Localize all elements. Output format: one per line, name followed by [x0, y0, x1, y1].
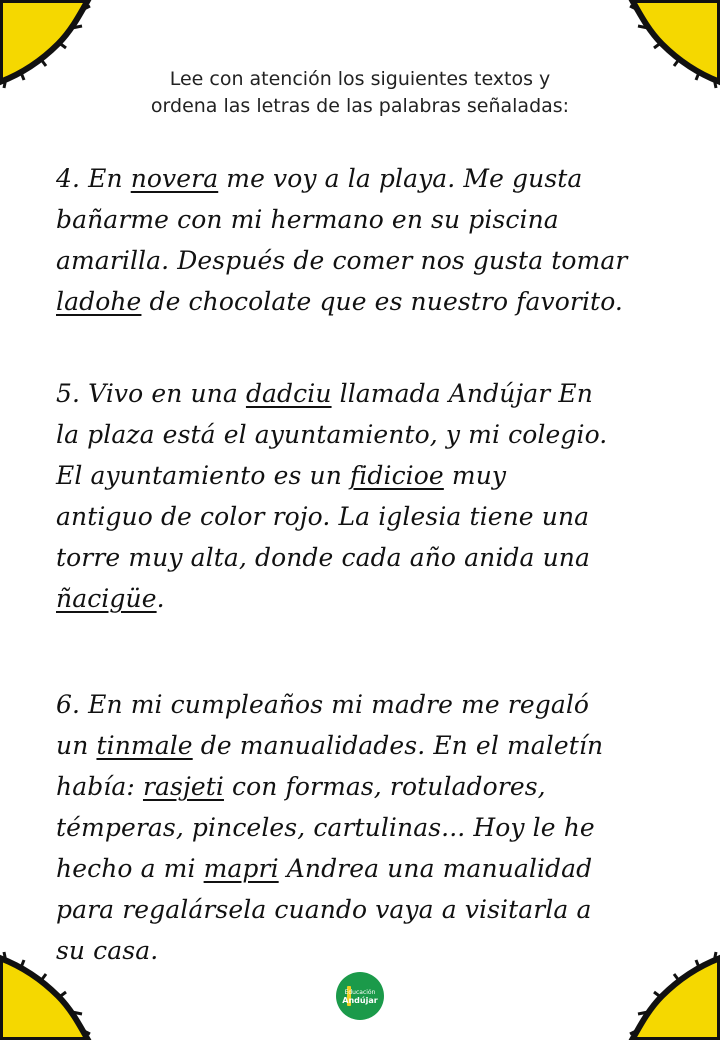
text-line: un tinmale de manualidades. En el maletín	[56, 731, 604, 760]
scrambled-word: ladohe	[56, 287, 142, 316]
text-line: para regalársela cuando vaya a visitarla a	[56, 895, 592, 924]
text-line: 5. Vivo en una dadciu llamada Andújar En	[56, 379, 593, 408]
scrambled-word: rasjeti	[142, 772, 224, 801]
text-line: había: rasjeti con formas, rotuladores,	[56, 772, 546, 801]
text-line: su casa.	[56, 936, 159, 965]
scrambled-word: fidicioe	[349, 461, 444, 490]
text-line: témperas, pinceles, cartulinas... Hoy le he	[56, 813, 595, 842]
instruction-line: ordena las letras de las palabras señaladas:	[150, 95, 570, 117]
logo-text-small: Educación	[344, 989, 376, 996]
text-line: ladohe de chocolate que es nuestro favorito.	[56, 287, 623, 316]
text-line: hecho a mi mapri Andrea una manualidad	[56, 854, 593, 883]
text-line: antiguo de color rojo. La iglesia tiene una	[56, 502, 590, 531]
scrambled-word: mapri	[203, 854, 279, 883]
text-line: amarilla. Después de comer nos gusta tomar	[56, 246, 628, 275]
text-line: la plaza está el ayuntamiento, y mi colegio.	[56, 420, 608, 449]
exercise-5-paragraph	[56, 373, 686, 619]
instruction-line: Lee con atención los siguientes textos y	[169, 68, 551, 90]
scrambled-word: tinmale	[96, 731, 193, 760]
logo-text-big: Andújar	[342, 996, 378, 1005]
text-line: 6. En mi cumpleaños mi madre me regaló	[56, 690, 590, 719]
instruction-text	[0, 66, 720, 120]
exercise-6-paragraph	[56, 684, 686, 971]
text-line: ñacigüe.	[56, 584, 165, 613]
scrambled-word: novera	[130, 164, 219, 193]
text-line: bañarme con mi hermano en su piscina	[56, 205, 559, 234]
scrambled-word: ñacigüe	[56, 584, 157, 613]
text-line: 4. En novera me voy a la playa. Me gusta	[56, 164, 583, 193]
school-logo	[336, 972, 384, 1020]
scrambled-word: dadciu	[245, 379, 332, 408]
exercise-4-paragraph	[56, 158, 686, 322]
text-line: El ayuntamiento es un fidicioe muy	[56, 461, 507, 490]
text-line: torre muy alta, donde cada año anida una	[56, 543, 590, 572]
